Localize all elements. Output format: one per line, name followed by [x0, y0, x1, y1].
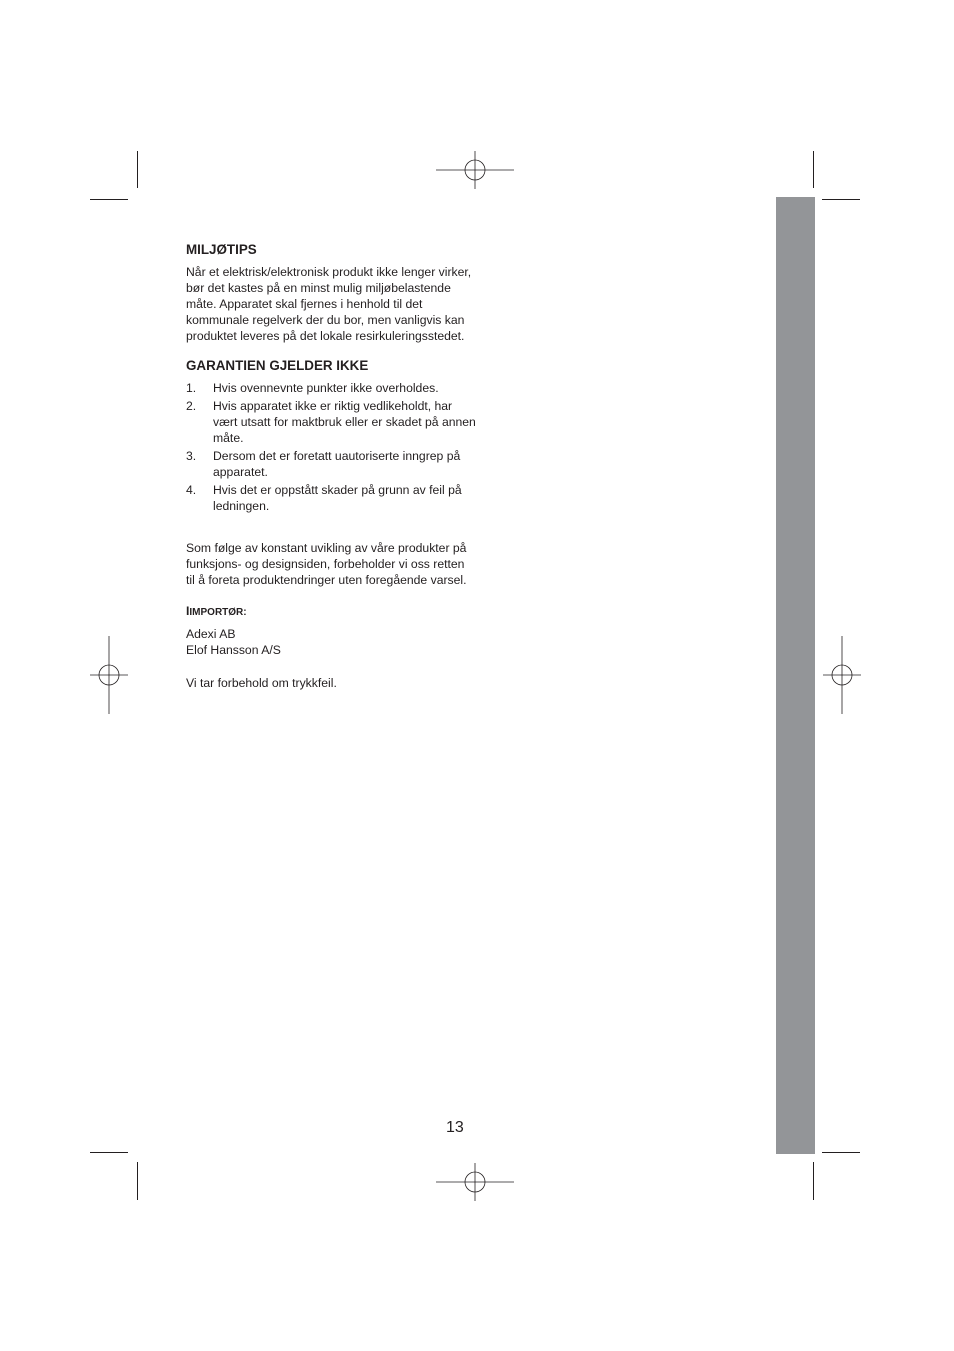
section-body: Når et elektrisk/elektronisk produkt ikke lenger virker, bør det kastes på en minst mulig miljøbelastende måte. Apparatet skal fjernes i henhold til det kommunale regelverk der du bor, men vanligvis kan produktet leveres på det lokale resirkuleringsstedet. [186, 265, 472, 343]
list-number: 1. [186, 381, 197, 395]
registration-mark-icon [436, 1162, 516, 1202]
footnote: Vi tar forbehold om trykkfeil. [186, 676, 337, 690]
list-text: Hvis apparatet ikke er riktig vedlikeholdt, har vært utsatt for maktbruk eller er skadet på annen måte. [213, 399, 476, 445]
list-number: 4. [186, 483, 197, 497]
importer-line: Adexi AB [186, 627, 236, 641]
importer-heading [186, 602, 476, 622]
list-item [186, 448, 476, 480]
importer-heading-rest: IMPORTØR: [189, 607, 247, 618]
environment-tips-section [186, 241, 476, 344]
list-text: Hvis det er oppstått skader på grunn av feil på ledningen. [213, 483, 462, 513]
list-item [186, 380, 476, 396]
crop-mark [813, 151, 814, 188]
warranty-exclusions-section [186, 357, 476, 514]
list-item [186, 398, 476, 446]
list-number: 3. [186, 449, 197, 463]
crop-mark [90, 199, 128, 200]
list-item [186, 482, 476, 514]
crop-mark [822, 199, 860, 200]
crop-mark [822, 1152, 860, 1153]
registration-mark-icon [436, 150, 516, 190]
disclaimer-paragraph: Som følge av konstant uvikling av våre produkter på funksjons- og designsiden, forbeholder vi oss retten til å foreta produktendringer uten foregående varsel. [186, 541, 467, 587]
registration-mark-icon [89, 636, 129, 716]
crop-mark [813, 1162, 814, 1200]
exclusions-list [186, 380, 476, 514]
crop-mark [90, 1152, 128, 1153]
list-text: Dersom det er foretatt uautoriserte inngrep på apparatet. [213, 449, 461, 479]
side-tab-bar [776, 197, 815, 1154]
page-number: 13 [446, 1119, 464, 1136]
section-heading: GARANTIEN GJELDER IKKE [186, 358, 369, 373]
registration-mark-icon [822, 636, 862, 716]
list-number: 2. [186, 399, 197, 413]
importer-line: Elof Hansson A/S [186, 643, 281, 657]
crop-mark [137, 151, 138, 188]
importer-heading-initial: I [186, 604, 190, 618]
list-text: Hvis ovennevnte punkter ikke overholdes. [213, 381, 439, 395]
page-content [186, 241, 476, 691]
importer-section [186, 602, 476, 658]
section-heading: MILJØTIPS [186, 242, 257, 257]
crop-mark [137, 1162, 138, 1200]
